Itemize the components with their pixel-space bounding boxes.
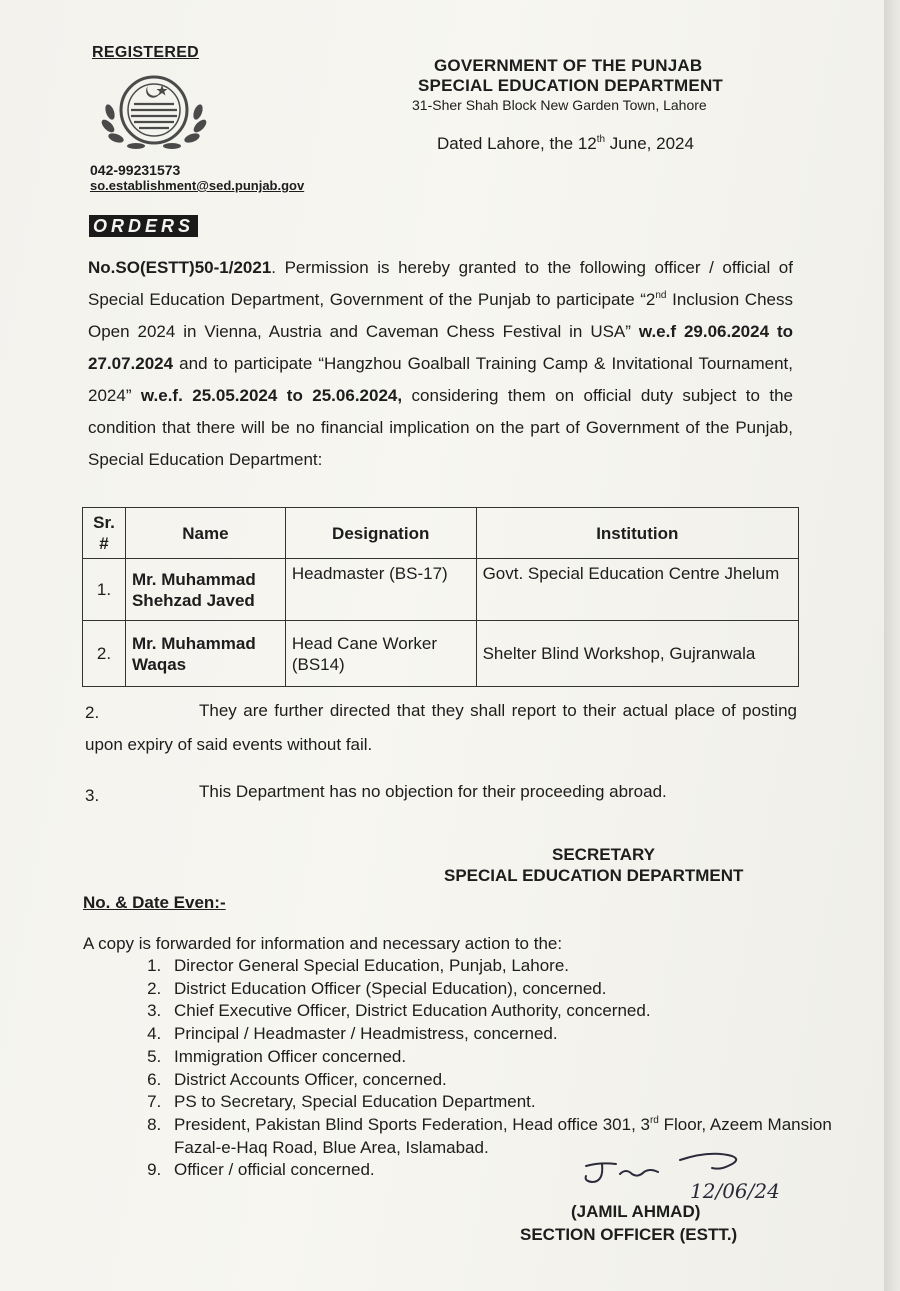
secretary-title: SECRETARY bbox=[552, 845, 655, 864]
signatory-title: SECTION OFFICER (ESTT.) bbox=[520, 1225, 738, 1244]
cell-name: Mr. Muhammad Waqas bbox=[125, 621, 285, 687]
paragraph-2-text: They are further directed that they shall report to their actual place of posting upon expiry of said events without fail. bbox=[85, 701, 797, 754]
list-item: 7. PS to Secretary, Special Education Department. bbox=[166, 1091, 866, 1114]
forward-intro: A copy is forwarded for information and necessary action to the: bbox=[83, 934, 563, 953]
list-item: 4. Principal / Headmaster / Headmistress, concerned. bbox=[166, 1023, 866, 1046]
header-institution: Institution bbox=[476, 508, 798, 559]
cell-institution: Shelter Blind Workshop, Gujranwala bbox=[476, 621, 798, 687]
paragraph-2-number: 2. bbox=[85, 703, 100, 722]
header-designation: Designation bbox=[285, 508, 476, 559]
phone-number: 042-99231573 bbox=[90, 162, 181, 178]
cell-designation: Head Cane Worker (BS14) bbox=[285, 621, 476, 687]
list-item: 5. Immigration Officer concerned. bbox=[166, 1046, 866, 1069]
punjab-government-emblem-icon bbox=[96, 72, 212, 152]
list-item: 6. District Accounts Officer, concerned. bbox=[166, 1069, 866, 1092]
cell-sr: 1. bbox=[83, 559, 126, 621]
officers-table bbox=[82, 507, 799, 687]
list-item: 3. Chief Executive Officer, District Education Authority, concerned. bbox=[166, 1000, 866, 1023]
department-address: 31-Sher Shah Block New Garden Town, Lahore bbox=[412, 97, 707, 113]
header-sr: Sr. # bbox=[83, 508, 126, 559]
no-date-even-heading: No. & Date Even:- bbox=[83, 893, 226, 912]
registered-label: REGISTERED bbox=[92, 44, 200, 61]
secretary-department: SPECIAL EDUCATION DEPARTMENT bbox=[444, 866, 744, 885]
signature-date: 12/06/24 bbox=[690, 1179, 780, 1203]
paragraph-3-number: 3. bbox=[85, 786, 100, 805]
table-header-row bbox=[83, 508, 799, 559]
dated-line: Dated Lahore, the 12th June, 2024 bbox=[437, 134, 694, 153]
orders-heading: ORDERS bbox=[89, 215, 198, 237]
cell-designation: Headmaster (BS-17) bbox=[285, 559, 476, 621]
table-row bbox=[83, 621, 799, 687]
signatory-name: (JAMIL AHMAD) bbox=[571, 1202, 701, 1221]
list-item: 1. Director General Special Education, Punjab, Lahore. bbox=[166, 955, 866, 978]
email-address: so.establishment@sed.punjab.gov bbox=[90, 178, 305, 193]
list-item: 9. Officer / official concerned. bbox=[166, 1159, 866, 1182]
handwritten-signature bbox=[580, 1148, 810, 1206]
header-name: Name bbox=[125, 508, 285, 559]
cell-name: Mr. Muhammad Shehzad Javed bbox=[125, 559, 285, 621]
list-item: 8. President, Pakistan Blind Sports Federation, Head office 301, 3rd Floor, Azeem Mansion Fazal-e-Haq Road, Blue Area, Islamabad. bbox=[166, 1114, 866, 1159]
table-row bbox=[83, 559, 799, 621]
list-item: 2. District Education Officer (Special Education), concerned. bbox=[166, 978, 866, 1001]
order-paragraph-1: No.SO(ESTT)50-1/2021. Permission is hereby granted to the following officer / official of Special Education Department, Government of the Punjab to participate “2nd Inclusion Chess Open 2024 in Vienna, Austria and Caveman Chess Festival in USA” w.e.f 29.06.2024 to 27.07.2024 and to participate “Hangzhou Goalball Training Camp & Invitational Tournament, 2024” w.e.f. 25.05.2024 to 25.06.2024, considering them on official duty subject to the condition that there will be no financial implication on the part of Government of the Punjab, Special Education Department: bbox=[88, 258, 793, 469]
cell-sr: 2. bbox=[83, 621, 126, 687]
department-title: SPECIAL EDUCATION DEPARTMENT bbox=[418, 76, 724, 95]
government-title: GOVERNMENT OF THE PUNJAB bbox=[434, 56, 703, 75]
cell-institution: Govt. Special Education Centre Jhelum bbox=[476, 559, 798, 621]
paragraph-3-text: This Department has no objection for their proceeding abroad. bbox=[199, 782, 667, 801]
page-edge bbox=[884, 0, 900, 1291]
